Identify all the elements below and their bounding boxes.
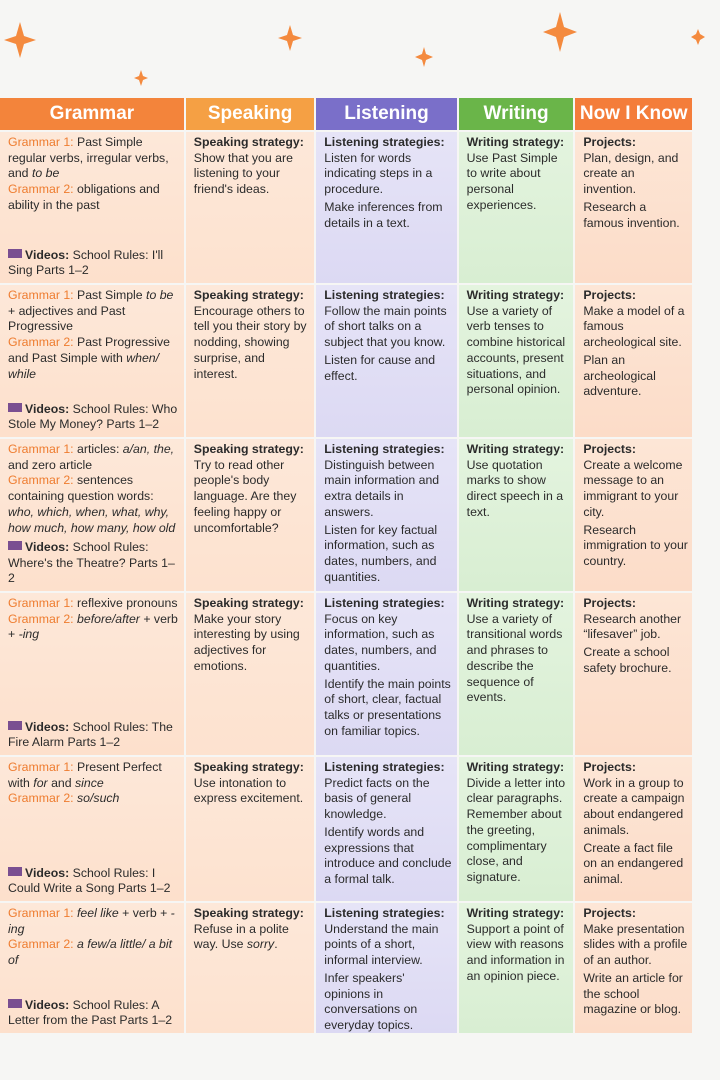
speaking-title: Speaking strategy: <box>193 760 304 774</box>
grammar-text: Present Perfect with <box>8 760 162 790</box>
grammar-cell <box>0 132 184 283</box>
listening-strategy: Understand the main points of a short, informal interview. <box>324 921 439 968</box>
video-line <box>8 720 180 751</box>
writing-text: Use quotation marks to show direct speech in a text. <box>466 457 564 519</box>
writing-text: Use a variety of transitional words and phrases to describe the sequence of events. <box>466 611 563 705</box>
writing-title: Writing strategy: <box>466 596 565 610</box>
listening-strategy: Make inferences from details in a text. <box>324 199 443 230</box>
listening-strategy: Distinguish between main information and extra details in answers. <box>324 457 440 519</box>
header-row <box>0 98 692 130</box>
grammar-italic: to be <box>31 166 60 181</box>
grammar-point <box>8 335 180 382</box>
writing-cell <box>459 593 574 755</box>
projects-cell <box>575 757 692 901</box>
video-label: Videos: <box>25 401 70 416</box>
project-item: Make a model of a famous archeological site. <box>583 303 685 350</box>
listening-cell <box>316 757 456 901</box>
grammar-text: obligations and ability in the past <box>8 182 160 212</box>
listening-strategy: Predict facts on the basis of general knowledge. <box>324 775 430 822</box>
grammar-text: Past Progressive and Past Simple with <box>8 335 170 365</box>
speaking-text: Encourage others to tell you their story by nodding, showing surprise, and interest. <box>193 303 307 381</box>
video-title: School Rules: I'll Sing Parts 1–2 <box>8 247 164 278</box>
video-label: Videos: <box>25 539 70 554</box>
grammar-italic: since <box>75 775 104 790</box>
listening-title: Listening strategies: <box>324 760 445 774</box>
table-row <box>0 591 692 755</box>
grammar-point <box>8 612 180 643</box>
writing-title: Writing strategy: <box>466 135 565 149</box>
listening-strategy: Identify words and expressions that introduce and conclude a formal talk. <box>324 824 452 886</box>
grammar-text: + adjectives and Past Progressive <box>8 303 126 334</box>
star-icon <box>4 22 36 58</box>
video-title: School Rules: The Fire Alarm Parts 1–2 <box>8 719 173 750</box>
speaking-text-wrap <box>194 922 311 953</box>
projects-title: Projects: <box>583 596 636 610</box>
grammar-point <box>8 182 180 213</box>
grammar-label: Grammar 2: <box>8 937 74 952</box>
listening-strategy: Focus on key information, such as dates, numbers, and quantities. <box>324 611 437 673</box>
table-row <box>0 437 692 591</box>
grammar-cell <box>0 903 184 1033</box>
grammar-label: Grammar 2: <box>8 182 74 197</box>
writing-text: Use a variety of verb tenses to combine historical accounts, present situations, and personal opinion. <box>466 303 566 397</box>
grammar-label: Grammar 2: <box>8 473 74 488</box>
table-row <box>0 755 692 901</box>
table-row <box>0 130 692 283</box>
grammar-label: Grammar 1: <box>8 442 74 456</box>
grammar-label: Grammar 2: <box>8 611 74 626</box>
writing-cell <box>459 903 574 1033</box>
grammar-point <box>8 288 180 335</box>
project-item: Research a famous invention. <box>583 199 680 230</box>
grammar-label: Grammar 1: <box>8 135 74 149</box>
star-icon <box>415 47 433 67</box>
speaking-text-end: . <box>274 937 278 952</box>
speaking-title: Speaking strategy: <box>193 288 304 302</box>
listening-strategy: Identify the main points of short, clear, factual talks or presentations on familiar topics. <box>324 676 451 738</box>
star-icon <box>278 25 302 51</box>
video-label: Videos: <box>25 997 70 1012</box>
listening-cell <box>316 285 456 437</box>
listening-strategy: Listen for cause and effect. <box>324 352 436 383</box>
video-label: Videos: <box>25 865 70 880</box>
projects-title: Projects: <box>583 760 636 774</box>
writing-title: Writing strategy: <box>466 906 565 920</box>
grammar-italic: for <box>33 775 48 790</box>
grammar-point <box>8 906 180 937</box>
speaking-text-wrap <box>194 151 311 198</box>
projects-cell <box>575 593 692 755</box>
grammar-text: + verb + <box>8 611 178 642</box>
listening-title: Listening strategies: <box>324 288 445 302</box>
grammar-text: reflexive pronouns <box>73 596 178 610</box>
grammar-text: sentences containing question words: <box>8 473 154 504</box>
speaking-cell <box>186 757 315 901</box>
writing-cell <box>459 757 574 901</box>
speaking-text: Show that you are listening to your friend's ideas. <box>193 150 293 197</box>
grammar-italic: -ing <box>18 627 40 642</box>
grammar-cell <box>0 285 184 437</box>
writing-title: Writing strategy: <box>466 442 565 456</box>
listening-cell <box>316 593 456 755</box>
writing-cell <box>459 439 574 591</box>
project-item: Write an article for the school magazine or blog. <box>583 970 683 1017</box>
speaking-italic: sorry <box>246 937 275 952</box>
grammar-point <box>8 791 180 807</box>
grammar-italic: when/ while <box>8 350 160 381</box>
header-now-i-know: Now I Know <box>575 98 692 130</box>
speaking-text: Make your story interesting by using adjectives for emotions. <box>193 611 300 673</box>
speaking-cell <box>186 285 315 437</box>
star-icon <box>543 12 577 52</box>
speaking-cell <box>186 593 315 755</box>
grammar-cell <box>0 757 184 901</box>
grammar-text: and zero article <box>8 457 93 472</box>
listening-strategy: Listen for key factual information, such as dates, numbers, and quantities. <box>324 522 438 584</box>
grammar-text: and <box>47 775 76 790</box>
projects-title: Projects: <box>583 288 636 302</box>
bbc-logo-icon <box>8 249 22 258</box>
speaking-text-wrap <box>194 458 311 537</box>
table-row <box>0 901 692 1033</box>
listening-strategy: Listen for words indicating steps in a procedure. <box>324 150 433 197</box>
speaking-title: Speaking strategy: <box>193 596 304 610</box>
listening-title: Listening strategies: <box>324 596 445 610</box>
listening-cell <box>316 132 456 283</box>
video-line <box>8 248 180 279</box>
grammar-italic: before/after <box>77 611 140 626</box>
writing-cell <box>459 132 574 283</box>
grammar-text: articles: <box>73 442 123 456</box>
project-item: Create a fact file on an endangered animal. <box>583 840 684 886</box>
grammar-italic: so/such <box>77 791 120 806</box>
project-item: Create a school safety brochure. <box>583 645 672 675</box>
speaking-cell <box>186 439 315 591</box>
project-item: Plan, design, and create an invention. <box>583 150 679 197</box>
speaking-text: Use intonation to express excitement. <box>193 775 304 806</box>
grammar-point <box>8 937 180 968</box>
speaking-cell <box>186 132 315 283</box>
grammar-text: + verb + <box>118 906 171 920</box>
listening-title: Listening strategies: <box>324 135 445 149</box>
bbc-logo-icon <box>8 721 22 730</box>
speaking-text: Refuse in a polite way. Use <box>193 921 289 952</box>
video-title: School Rules: A Letter from the Past Parts 1–2 <box>8 997 173 1028</box>
video-line <box>8 540 180 587</box>
listening-strategy: Follow the main points of short talks on a subject that you know. <box>324 303 447 350</box>
bbc-logo-icon <box>8 867 22 876</box>
video-title: School Rules: Who Stole My Money? Parts 1–2 <box>8 401 178 432</box>
grammar-label: Grammar 1: <box>8 760 74 774</box>
grammar-italic: a few/a little/ a bit of <box>8 937 173 968</box>
writing-text: Divide a letter into clear paragraphs. Remember about the greeting, complimentary close, and signature. <box>466 775 566 884</box>
bbc-logo-icon <box>8 541 22 550</box>
speaking-text-wrap <box>194 776 311 807</box>
project-item: Make presentation slides with a profile of an author. <box>583 921 688 968</box>
video-line <box>8 402 180 433</box>
header-writing: Writing <box>459 98 574 130</box>
video-title: School Rules: Where's the Theatre? Parts 1–2 <box>8 539 175 586</box>
project-item: Create a welcome message to an immigrant to your city. <box>583 457 683 519</box>
header-grammar: Grammar <box>0 98 184 130</box>
grammar-point <box>8 760 180 791</box>
grammar-italic: a/an, the, <box>122 442 175 456</box>
video-label: Videos: <box>25 719 70 734</box>
bbc-logo-icon <box>8 999 22 1008</box>
grammar-italic: who, which, when, what, why, how much, how many, how old <box>8 504 176 535</box>
project-item: Plan an archeological adventure. <box>583 352 656 399</box>
listening-title: Listening strategies: <box>324 906 445 920</box>
grammar-point <box>8 596 180 612</box>
writing-text: Support a point of view with reasons and information in an opinion piece. <box>466 921 565 983</box>
grammar-text: Past Simple <box>73 288 147 302</box>
bbc-logo-icon <box>8 403 22 412</box>
grammar-italic: -ing <box>8 906 175 936</box>
listening-strategy: Infer speakers' opinions in conversations on everyday topics. <box>324 970 418 1032</box>
speaking-title: Speaking strategy: <box>193 135 304 149</box>
writing-title: Writing strategy: <box>466 760 565 774</box>
grammar-label: Grammar 2: <box>8 791 74 806</box>
curriculum-table <box>0 98 692 1033</box>
header-listening: Listening <box>316 98 456 130</box>
projects-cell <box>575 903 692 1033</box>
listening-cell <box>316 439 456 591</box>
video-line <box>8 866 180 897</box>
grammar-label: Grammar 1: <box>8 288 74 302</box>
projects-title: Projects: <box>583 442 636 456</box>
grammar-label: Grammar 1: <box>8 906 74 920</box>
speaking-cell <box>186 903 315 1033</box>
listening-cell <box>316 903 456 1033</box>
grammar-label: Grammar 1: <box>8 596 74 610</box>
grammar-text: Past Simple regular verbs, irregular verbs, and <box>8 135 169 181</box>
speaking-text: Try to read other people's body language. Are they feeling happy or uncomfortable? <box>193 457 297 535</box>
speaking-text-wrap <box>194 612 311 675</box>
projects-title: Projects: <box>583 906 636 920</box>
speaking-title: Speaking strategy: <box>193 442 304 456</box>
projects-cell <box>575 132 692 283</box>
decorative-stars <box>0 0 720 100</box>
video-line <box>8 998 180 1029</box>
grammar-point <box>8 442 180 473</box>
project-item: Research another “lifesaver” job. <box>583 611 682 642</box>
grammar-italic: feel like <box>77 906 119 920</box>
writing-cell <box>459 285 574 437</box>
star-icon <box>134 70 148 86</box>
projects-cell <box>575 285 692 437</box>
projects-cell <box>575 439 692 591</box>
project-item: Work in a group to create a campaign about endangered animals. <box>583 775 685 837</box>
table-row <box>0 283 692 437</box>
listening-title: Listening strategies: <box>324 442 445 456</box>
grammar-label: Grammar 2: <box>8 335 74 350</box>
header-speaking: Speaking <box>186 98 315 130</box>
grammar-point <box>8 135 180 182</box>
grammar-point <box>8 473 180 536</box>
grammar-cell <box>0 593 184 755</box>
writing-title: Writing strategy: <box>466 288 565 302</box>
grammar-italic: to be <box>146 288 174 302</box>
projects-title: Projects: <box>583 135 636 149</box>
writing-text: Use Past Simple to write about personal experiences. <box>466 150 558 212</box>
speaking-title: Speaking strategy: <box>193 906 304 920</box>
star-icon <box>691 29 705 45</box>
speaking-text-wrap <box>194 304 311 383</box>
video-title: School Rules: I Could Write a Song Parts 1–2 <box>8 865 171 896</box>
video-label: Videos: <box>25 247 70 262</box>
grammar-cell <box>0 439 184 591</box>
project-item: Research immigration to your country. <box>583 522 688 568</box>
